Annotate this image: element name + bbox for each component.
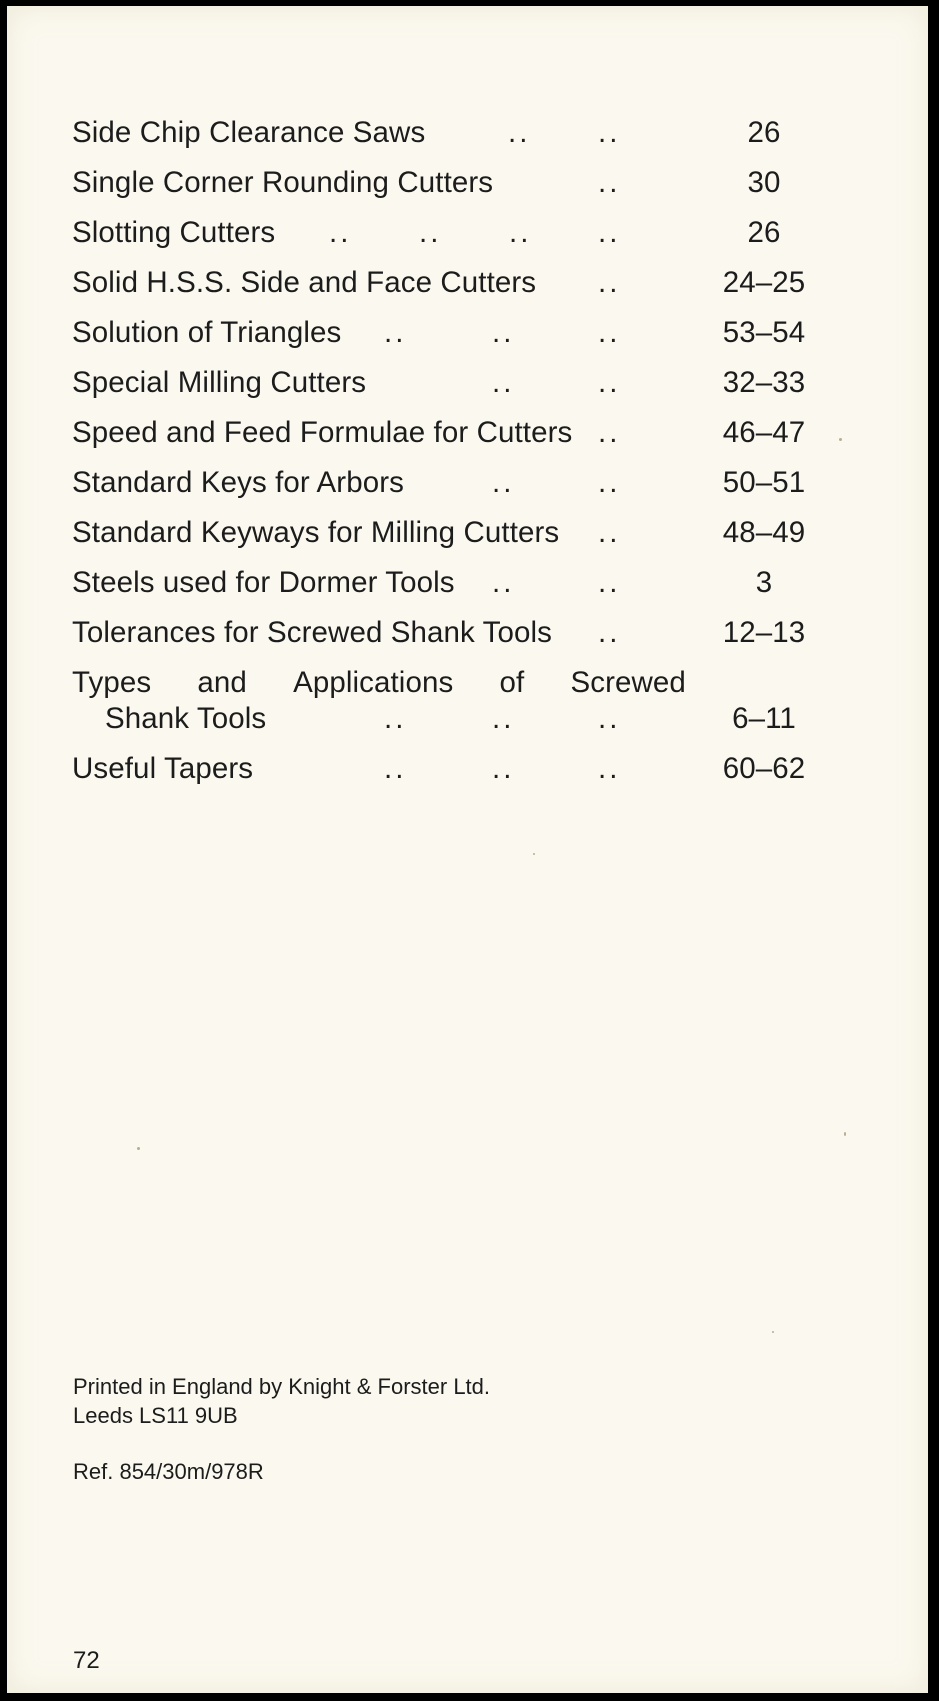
entry-title-word: of	[499, 666, 525, 699]
entry-title: Solution of Triangles	[72, 316, 342, 349]
index-entry	[72, 258, 832, 308]
index-entry	[72, 108, 832, 158]
entry-title-word: Applications	[293, 666, 454, 699]
index-entry	[72, 458, 832, 508]
leader-dots: ..	[509, 216, 532, 249]
leader-dots: ..	[419, 216, 442, 249]
dot-leaders	[72, 608, 686, 658]
index-entry	[72, 358, 832, 408]
entry-page: 32–33	[722, 366, 806, 399]
entry-title: Standard Keys for Arbors	[72, 466, 404, 499]
dot-leaders	[72, 258, 686, 308]
paper-speck	[533, 853, 535, 855]
leader-dots: ..	[329, 216, 352, 249]
leader-dots: ..	[598, 316, 621, 349]
entry-title: Useful Tapers	[72, 752, 254, 785]
dot-leaders	[72, 744, 686, 794]
leader-dots: ..	[598, 466, 621, 499]
imprint-line: Leeds LS11 9UB	[73, 1403, 238, 1428]
leader-dots: ..	[598, 566, 621, 599]
dot-leaders	[72, 558, 686, 608]
index-entry	[72, 158, 832, 208]
page-number: 72	[73, 1647, 100, 1674]
paper-speck	[839, 438, 842, 441]
leader-dots: ..	[492, 366, 515, 399]
entry-page: 26	[747, 216, 781, 249]
dot-leaders	[72, 458, 686, 508]
entry-title-word: Types	[72, 666, 152, 699]
paper-speck	[137, 1147, 140, 1150]
leader-dots: ..	[598, 216, 621, 249]
leader-dots: ..	[384, 702, 407, 735]
dot-leaders	[72, 508, 686, 558]
leader-dots: ..	[598, 266, 621, 299]
entry-title: Steels used for Dormer Tools	[72, 566, 455, 599]
leader-dots: ..	[598, 366, 621, 399]
book-page	[7, 6, 928, 1693]
entry-title-word: Screwed	[570, 666, 686, 699]
index-entry	[72, 608, 832, 658]
entry-page: 3	[755, 566, 773, 599]
paper-speck	[772, 1331, 774, 1333]
entry-title-line2: Shank Tools	[105, 702, 267, 735]
imprint-line: Printed in England by Knight & Forster Ltd.	[73, 1374, 491, 1399]
leader-dots: ..	[598, 752, 621, 785]
reference-code: Ref. 854/30m/978R	[73, 1459, 264, 1484]
entry-page: 24–25	[722, 266, 806, 299]
entry-title: Tolerances for Screwed Shank Tools	[72, 616, 553, 649]
entry-title-word: and	[197, 666, 247, 699]
entry-page: 30	[747, 166, 781, 199]
leader-dots: ..	[598, 516, 621, 549]
index-entry	[72, 408, 832, 458]
index-entry	[72, 744, 832, 794]
leader-dots: ..	[492, 466, 515, 499]
entry-page: 53–54	[722, 316, 806, 349]
entry-title: Slotting Cutters	[72, 216, 276, 249]
index-entry	[72, 508, 832, 558]
leader-dots: ..	[492, 752, 515, 785]
entry-title: Speed and Feed Formulae for Cutters	[72, 416, 573, 449]
leader-dots: ..	[492, 702, 515, 735]
leader-dots: ..	[508, 116, 531, 149]
index-entry	[72, 308, 832, 358]
dot-leaders	[72, 694, 686, 744]
leader-dots: ..	[598, 166, 621, 199]
index-entry	[72, 208, 832, 258]
dot-leaders	[72, 308, 686, 358]
entry-title: Solid H.S.S. Side and Face Cutters	[72, 266, 537, 299]
dot-leaders	[72, 208, 686, 258]
entry-title: Single Corner Rounding Cutters	[72, 166, 494, 199]
index-entry	[72, 658, 832, 744]
entry-page: 46–47	[722, 416, 806, 449]
paper-speck	[844, 1132, 846, 1136]
leader-dots: ..	[598, 416, 621, 449]
entry-page: 26	[747, 116, 781, 149]
entry-page: 50–51	[722, 466, 806, 499]
index-list	[72, 108, 832, 794]
dot-leaders	[72, 358, 686, 408]
dot-leaders	[72, 158, 686, 208]
entry-page: 60–62	[722, 752, 806, 785]
entry-page: 48–49	[722, 516, 806, 549]
leader-dots: ..	[598, 116, 621, 149]
dot-leaders	[72, 108, 686, 158]
leader-dots: ..	[492, 316, 515, 349]
entry-page: 6–11	[732, 702, 796, 735]
leader-dots: ..	[598, 702, 621, 735]
leader-dots: ..	[492, 566, 515, 599]
entry-title: Standard Keyways for Milling Cutters	[72, 516, 560, 549]
leader-dots: ..	[384, 752, 407, 785]
entry-title: Side Chip Clearance Saws	[72, 116, 426, 149]
leader-dots: ..	[598, 616, 621, 649]
index-entry	[72, 558, 832, 608]
leader-dots: ..	[384, 316, 407, 349]
entry-page: 12–13	[722, 616, 806, 649]
entry-title: Special Milling Cutters	[72, 366, 367, 399]
dot-leaders	[72, 408, 686, 458]
printer-imprint	[73, 1372, 490, 1430]
